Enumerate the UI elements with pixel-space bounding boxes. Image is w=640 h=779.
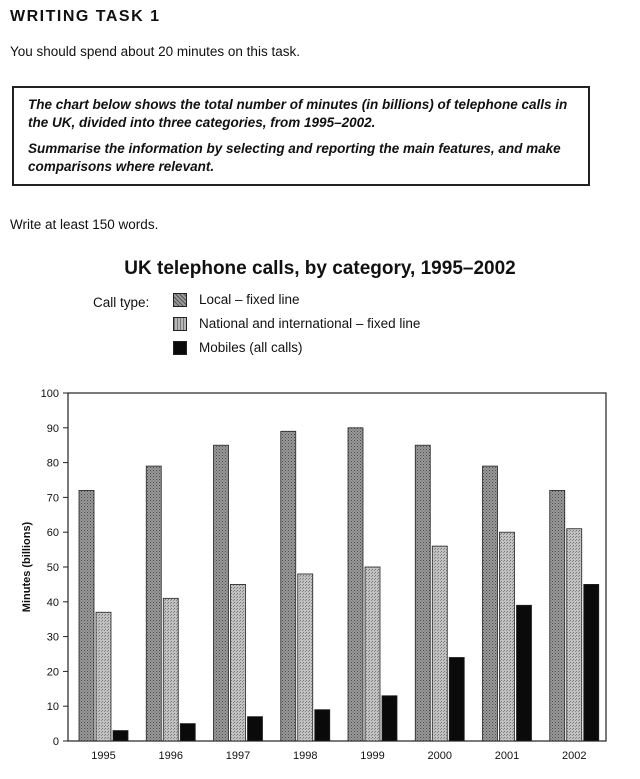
x-tick-label: 1995 bbox=[91, 750, 116, 762]
bar-national-1999 bbox=[365, 567, 380, 741]
x-tick-label: 2002 bbox=[562, 750, 587, 762]
legend-label-mobiles: Mobiles (all calls) bbox=[199, 340, 303, 355]
bar-local-1999 bbox=[348, 428, 363, 741]
bar-national-2001 bbox=[500, 532, 515, 741]
y-tick-label: 70 bbox=[46, 492, 59, 505]
bar-mobiles-1999 bbox=[382, 696, 397, 741]
legend-item-mobiles bbox=[173, 340, 303, 355]
y-tick-label: 30 bbox=[46, 631, 59, 644]
bar-local-1995 bbox=[79, 490, 94, 741]
y-tick-label: 40 bbox=[46, 596, 59, 609]
bar-mobiles-1997 bbox=[248, 717, 263, 741]
y-tick-label: 80 bbox=[46, 457, 59, 470]
legend-item-local bbox=[173, 292, 300, 307]
y-tick-label: 0 bbox=[52, 736, 59, 748]
legend-item-national bbox=[173, 316, 420, 331]
legend-label-local: Local – fixed line bbox=[199, 292, 300, 307]
bar-national-1997 bbox=[231, 584, 246, 741]
legend-swatch-mobiles bbox=[173, 341, 187, 355]
bar-mobiles-2000 bbox=[449, 657, 464, 741]
x-tick-label: 1998 bbox=[293, 750, 318, 762]
y-axis-title: Minutes (billions) bbox=[21, 521, 33, 613]
y-tick-label: 20 bbox=[46, 666, 59, 679]
task-heading: WRITING TASK 1 bbox=[10, 8, 161, 25]
x-tick-label: 1999 bbox=[360, 750, 385, 762]
bar-local-1998 bbox=[281, 431, 296, 741]
legend-swatch-national bbox=[173, 317, 187, 331]
y-tick-label: 50 bbox=[46, 562, 59, 574]
chart-title: UK telephone calls, by category, 1995–2002 bbox=[124, 258, 516, 279]
bar-national-1998 bbox=[298, 574, 313, 741]
bar-local-2000 bbox=[415, 445, 430, 741]
x-tick-label: 2000 bbox=[427, 750, 452, 762]
bar-national-1995 bbox=[96, 612, 111, 741]
bar-local-2001 bbox=[483, 466, 498, 741]
x-tick-label: 2001 bbox=[494, 750, 520, 762]
bar-national-1996 bbox=[163, 598, 178, 741]
bar-chart bbox=[0, 380, 640, 779]
time-note: You should spend about 20 minutes on this task. bbox=[10, 44, 300, 59]
bar-mobiles-2002 bbox=[584, 584, 599, 741]
bar-mobiles-1995 bbox=[113, 731, 128, 741]
y-tick-label: 60 bbox=[46, 527, 59, 540]
x-tick-label: 1997 bbox=[225, 750, 251, 762]
x-tick-label: 1996 bbox=[158, 750, 183, 762]
bar-national-2000 bbox=[432, 546, 447, 741]
legend-title: Call type: bbox=[93, 295, 150, 310]
prompt-instruction: Summarise the information by selecting and reporting the main features, and make comparisons where relevant. bbox=[28, 141, 561, 174]
y-tick-label: 90 bbox=[46, 422, 59, 435]
bar-mobiles-1998 bbox=[315, 710, 330, 741]
bar-local-1997 bbox=[214, 445, 229, 741]
word-count-note: Write at least 150 words. bbox=[10, 217, 159, 232]
prompt-description: The chart below shows the total number of minutes (in billions) of telephone calls in the UK, divided into three categories, from 1995–2002. bbox=[28, 97, 568, 130]
bar-mobiles-1996 bbox=[180, 724, 195, 741]
task-prompt-box bbox=[12, 86, 590, 186]
y-tick-label: 100 bbox=[40, 388, 59, 400]
bar-national-2002 bbox=[567, 529, 582, 741]
chart-plot-area bbox=[21, 388, 606, 762]
bar-local-2002 bbox=[550, 490, 565, 741]
bar-local-1996 bbox=[146, 466, 161, 741]
y-tick-label: 10 bbox=[46, 701, 59, 714]
legend-swatch-local bbox=[173, 293, 187, 307]
legend-label-national: National and international – fixed line bbox=[199, 316, 421, 331]
bar-mobiles-2001 bbox=[517, 605, 532, 741]
